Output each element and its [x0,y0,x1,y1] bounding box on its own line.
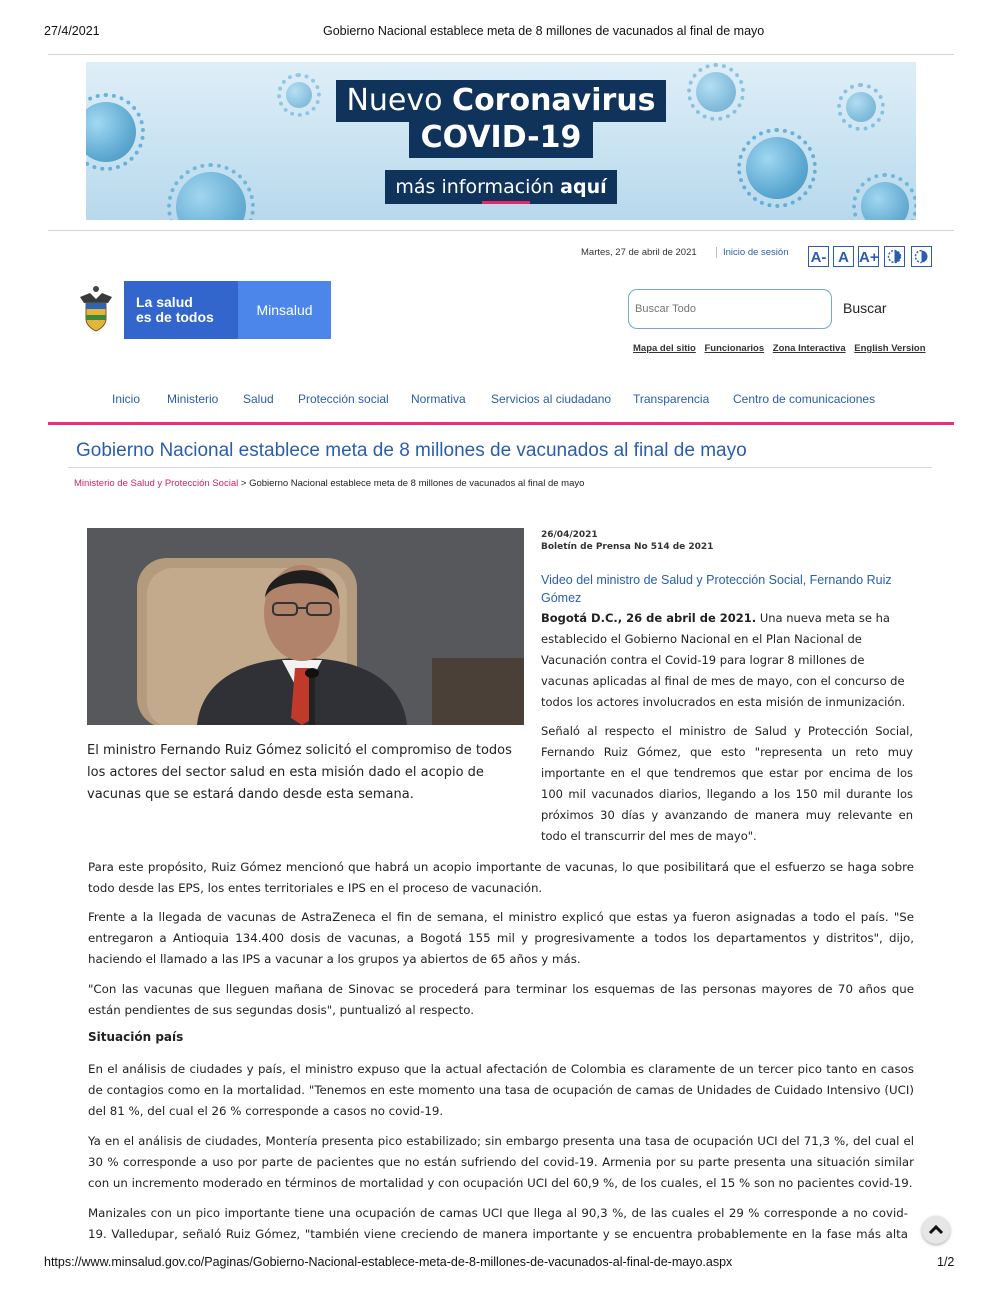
video-link[interactable]: Video del ministro de Salud y Protección Social, Fernando Ruiz Gómez [541,573,892,605]
print-date: 27/4/2021 [44,24,100,38]
banner-line-2: COVID-19 [409,118,594,158]
nav-underline [48,422,954,425]
site-map-link[interactable]: Mapa del sitio [633,343,696,354]
banner-more-info-link[interactable]: más información aquí [385,170,616,204]
top-links [633,343,932,354]
login-link[interactable]: Inicio de sesión [716,247,788,258]
article-paragraph: Ya en el análisis de ciudades, Montería presenta pico estabilizado; sin embargo presenta una tasa de ocupación UCI del 71,3 %, del cual el 30 % corresponde a uso por parte de pacientes que no están sufriendo del covid-19. Armenia por su parte presenta una situación similar con un incremento moderado en términos de mortalidad y con ocupación UCI del 60,9 %, de los cuales, el 15 % son no pacientes covid-19. [88,1134,914,1190]
print-page-number: 1/2 [937,1255,955,1269]
banner-underline [482,201,530,204]
coat-of-arms-icon [68,281,124,339]
photo-caption: El ministro Fernando Ruiz Gómez solicitó el compromiso de todos los actores del sector salud en esta misión dado el acopio de vacunas que se estará dando desde esta semana. [87,743,512,802]
logo-brand: Minsalud [238,281,331,339]
article-paragraph: Manizales con un pico importante tiene una ocupación de camas UCI que llega al 90,3 %, de las cuales el 29 % corresponde a no covid-19. Valledupar, señaló Ruiz Gómez, "también viene creciendo de manera importante y se encuentra probablemente en la fase más alta [88,1206,908,1241]
invert-icon[interactable] [911,246,932,267]
nav-item-inicio[interactable]: Inicio [112,392,141,406]
breadcrumb-current: Gobierno Nacional establece meta de 8 millones de vacunados al final de mayo [249,478,585,489]
covid-banner[interactable] [86,62,916,220]
article-meta [541,529,713,553]
contrast-icon[interactable] [884,246,905,267]
font-normal-button[interactable]: A [833,246,854,267]
english-version-link[interactable]: English Version [854,343,926,354]
nav-item-proteccion-social[interactable]: Protección social [298,392,389,406]
print-title: Gobierno Nacional establece meta de 8 millones de vacunados al final de mayo [323,24,765,38]
breadcrumb-home-link[interactable]: Ministerio de Salud y Protección Social [74,478,239,489]
divider [48,54,954,55]
nav-item-ministerio[interactable]: Ministerio [167,392,219,406]
current-date: Martes, 27 de abril de 2021 [581,247,697,258]
nav-item-transparencia[interactable]: Transparencia [633,392,710,406]
article-paragraph: Frente a la llegada de vacunas de AstraZeneca el fin de semana, el ministro explicó que estas ya fueron asignadas a todo el país. "Se entregaron a Antioquia 134.400 dosis de vacunas, a Bogotá 155 mil y progresivamente a todos los departamentos y distritos", dijo, haciendo el llamado a las IPS a vacunar a los grupos ya abiertos de 65 años y más. [88,910,914,966]
nav-item-salud[interactable]: Salud [243,392,274,406]
bulletin-number: Boletín de Prensa No 514 de 2021 [541,542,714,552]
search-button[interactable]: Buscar [843,300,887,316]
article-date: 26/04/2021 [541,530,598,540]
minister-photo [87,528,524,725]
logo-text: La salud es de todos [136,294,214,325]
section-heading: Situación país [88,1030,184,1044]
article-paragraph: "Con las vacunas que lleguen mañana de Sinovac se procederá para terminar los esquemas de las personas mayores de 70 años que están pendientes de sus segundas dosis", puntualizó al respecto. [88,982,914,1017]
nav-item-normativa[interactable]: Normativa [411,392,466,406]
breadcrumb: Ministerio de Salud y Protección Social > Gobierno Nacional establece meta de 8 millones de vacunados al final de mayo [74,478,585,489]
nav-item-comunicaciones[interactable]: Centro de comunicaciones [733,392,876,406]
search-input[interactable] [628,289,832,329]
lead-paragraph: Bogotá D.C., 26 de abril de 2021. Una nueva meta se ha establecido el Gobierno Nacional en el Plan Nacional de Vacunación contra el Covid-19 para lograr 8 millones de vacunas aplicadas al final de mes de mayo, con el concurso de todos los actores involucrados en esta misión de inmunización. [541,611,906,709]
banner-line-1: Nuevo Coronavirus [336,80,665,122]
divider [68,467,932,468]
article-paragraph: Señaló al respecto el ministro de Salud y Protección Social, Fernando Ruiz Gómez, que esto "representa un reto muy importante en el que tendremos que estar por encima de los 100 mil vacunados diarios, llegando a los 150 mil durante los próximos 30 días y avanzando de manera muy relevante en todo el transcurrir del mes de mayo". [541,724,913,843]
divider [48,230,954,231]
font-increase-button[interactable]: A+ [858,246,879,267]
officials-link[interactable]: Funcionarios [704,343,765,354]
font-decrease-button[interactable]: A- [808,246,829,267]
page-title: Gobierno Nacional establece meta de 8 millones de vacunados al final de mayo [76,440,747,461]
print-url: https://www.minsalud.gov.co/Paginas/Gobierno-Nacional-establece-meta-de-8-millones-de-vacunados-al-final-de-mayo.aspx [44,1255,733,1269]
scroll-to-top-icon[interactable] [922,1216,950,1244]
article-paragraph: En el análisis de ciudades y país, el ministro expuso que la actual afectación de Colombia es claramente de un tercer pico tanto en casos de contagios como en la mortalidad. "Tenemos en este momento una tasa de ocupación de camas de Unidades de Cuidado Intensivo (UCI) del 81 %, del cual el 26 % corresponde a casos no covid-19. [88,1062,914,1118]
nav-item-servicios[interactable]: Servicios al ciudadano [491,392,612,406]
article-paragraph: Para este propósito, Ruiz Gómez mencionó que habrá un acopio importante de vacunas, lo que posibilitará que el esfuerzo se haga sobre todo desde las EPS, los entes territoriales e IPS en el proceso de vacunación. [88,860,914,895]
minsalud-logo[interactable] [68,281,331,339]
interactive-zone-link[interactable]: Zona Interactiva [772,343,846,354]
